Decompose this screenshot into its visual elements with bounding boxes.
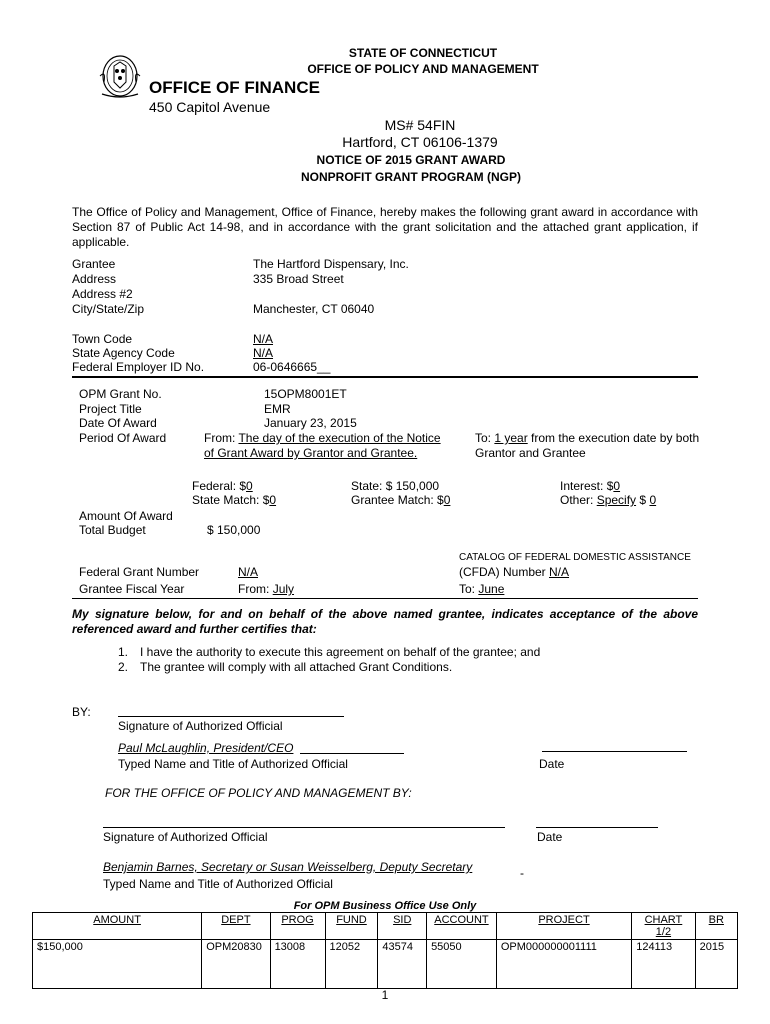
label-other: Other: (560, 493, 594, 507)
label-total-budget: Total Budget (79, 523, 146, 537)
label-other-dollar: $ (639, 493, 647, 507)
label-fiscal-year: Grantee Fiscal Year (79, 582, 185, 596)
project-title: EMR (264, 402, 291, 416)
label-state-match: State Match: $ (192, 493, 270, 507)
grantee-name: The Hartford Dispensary, Inc. (253, 257, 409, 271)
cell-chart: 124113 (632, 940, 695, 989)
period-to-rest: from the execution date by both (527, 431, 700, 445)
label-grantee: Grantee (72, 257, 116, 271)
col-account: ACCOUNT (427, 913, 497, 940)
section-divider (72, 376, 698, 378)
business-office-table (32, 912, 738, 989)
business-office-title: For OPM Business Office Use Only (293, 900, 477, 912)
other-amount: 0 (649, 493, 657, 507)
fiscal-from: July (272, 582, 295, 596)
label-address2: Address #2 (72, 287, 133, 301)
cell-br: 2015 (695, 940, 737, 989)
table-header-row (33, 913, 738, 940)
notice-title: NOTICE OF 2015 GRANT AWARD (316, 153, 506, 167)
label-from: From: (204, 431, 236, 445)
header-division: OFFICE OF FINANCE (149, 78, 320, 97)
date-of-award: January 23, 2015 (264, 416, 357, 430)
grantee-city-state-zip: Manchester, CT 06040 (253, 302, 375, 316)
label-to: To: (475, 431, 492, 445)
opm-signature-label: Signature of Authorized Official (103, 830, 268, 844)
label-grantee-match: Grantee Match: $ (351, 493, 444, 507)
grantee-signature-label: Signature of Authorized Official (118, 719, 283, 733)
state-amount: State: $ 150,000 (351, 479, 440, 493)
col-fund: FUND (325, 913, 378, 940)
label-federal: Federal: $ (192, 479, 247, 493)
col-chart: CHART 1/2 (632, 913, 695, 940)
interest-amount: 0 (613, 479, 621, 493)
label-date-of-award: Date Of Award (79, 416, 157, 430)
label-address: Address (72, 272, 117, 286)
col-br: BR (695, 913, 737, 940)
cert-item-1-text: I have the authority to execute this agreement on behalf of the grantee; and (140, 645, 541, 659)
col-amount: AMOUNT (33, 913, 202, 940)
grantee-name-line (300, 753, 404, 754)
federal-grant-number: N/A (238, 565, 259, 579)
cell-project: OPM000000001111 (496, 940, 631, 989)
opm-dash: - (520, 866, 524, 880)
cell-fund: 12052 (325, 940, 378, 989)
table-row (33, 940, 738, 989)
col-prog: PROG (270, 913, 325, 940)
opm-date-line[interactable] (536, 827, 658, 828)
cell-account: 55050 (427, 940, 497, 989)
label-interest: Interest: $ (560, 479, 614, 493)
cell-prog: 13008 (270, 940, 325, 989)
opm-heading: FOR THE OFFICE OF POLICY AND MANAGEMENT BY: (105, 786, 412, 800)
period-from-line1: The day of the execution of the Notice (238, 431, 441, 445)
grantee-date-line[interactable] (542, 751, 687, 752)
label-federal-employer-id: Federal Employer ID No. (72, 360, 205, 374)
col-dept: DEPT (202, 913, 270, 940)
label-grant-no: OPM Grant No. (79, 387, 162, 401)
cert-item-2-text: The grantee will comply with all attached Grant Conditions. (140, 660, 453, 674)
period-to-line2: Grantor and Grantee (475, 446, 586, 460)
fiscal-to: June (478, 582, 505, 596)
header-office: OFFICE OF POLICY AND MANAGEMENT (307, 62, 539, 76)
intro-paragraph: The Office of Policy and Management, Office of Finance, hereby makes the following grant award in accordance with Section 87 of Public Act 14-98, and in accordance with the grant solicitation and the attached grant application, if applicable. (72, 205, 698, 249)
grantee-signature-line[interactable] (118, 716, 344, 717)
label-fiscal-to: To: (459, 582, 476, 596)
other-specify: Specify (596, 493, 637, 507)
opm-date-label: Date (537, 830, 563, 844)
header-state: STATE OF CONNECTICUT (348, 46, 498, 60)
town-code: N/A (253, 332, 274, 346)
certification-statement: My signature below, for and on behalf of the above named grantee, indicates acceptance of the above referenced award and further certifies that: (72, 607, 698, 636)
cfda-number: N/A (549, 565, 570, 579)
grantee-typed-label: Typed Name and Title of Authorized Official (118, 757, 348, 771)
label-town-code: Town Code (72, 332, 133, 346)
header-address: 450 Capitol Avenue (149, 99, 271, 115)
cell-sid: 43574 (378, 940, 427, 989)
label-by: BY: (72, 705, 91, 719)
opm-typed-label: Typed Name and Title of Authorized Official (103, 877, 333, 891)
label-city-state-zip: City/State/Zip (72, 302, 145, 316)
label-period-of-award: Period Of Award (79, 431, 167, 445)
grant-no: 15OPM8001ET (264, 387, 347, 401)
cell-dept: OPM20830 (202, 940, 270, 989)
label-state-agency-code: State Agency Code (72, 346, 175, 360)
grantee-date-label: Date (539, 757, 565, 771)
grantee-address: 335 Broad Street (253, 272, 344, 286)
total-budget: $ 150,000 (207, 523, 261, 537)
federal-amount: 0 (246, 479, 253, 493)
grantee-match-amount: 0 (443, 493, 451, 507)
state-agency-code: N/A (253, 346, 274, 360)
col-project: PROJECT (496, 913, 631, 940)
catalog-heading: CATALOG OF FEDERAL DOMESTIC ASSISTANCE (459, 552, 691, 563)
period-to-value: 1 year (494, 431, 528, 445)
cert-item-2-num: 2. (118, 660, 129, 674)
label-project-title: Project Title (79, 402, 142, 416)
period-from-line2: of Grant Award by Grantor and Grantee. (204, 446, 418, 460)
header-ms: MS# 54FIN (384, 117, 456, 133)
cell-amount: $150,000 (33, 940, 202, 989)
label-cfda: (CFDA) Number (459, 565, 546, 579)
page-number: 1 (381, 988, 389, 1002)
program-title: NONPROFIT GRANT PROGRAM (NGP) (301, 170, 521, 184)
federal-employer-id: 06-0646665__ (253, 360, 331, 374)
col-sid: SID (378, 913, 427, 940)
cert-item-1-num: 1. (118, 645, 129, 659)
label-federal-grant-number: Federal Grant Number (79, 565, 200, 579)
federal-divider (72, 598, 698, 599)
opm-signature-line[interactable] (103, 827, 505, 828)
header-city: Hartford, CT 06106-1379 (342, 134, 498, 150)
label-fiscal-from: From: (238, 582, 270, 596)
label-amount-of-award: Amount Of Award (79, 509, 173, 523)
grantee-typed-name: Paul McLaughlin, President/CEO (118, 741, 294, 755)
opm-typed-name: Benjamin Barnes, Secretary or Susan Weisselberg, Deputy Secretary (103, 860, 473, 874)
state-match-amount: 0 (269, 493, 277, 507)
